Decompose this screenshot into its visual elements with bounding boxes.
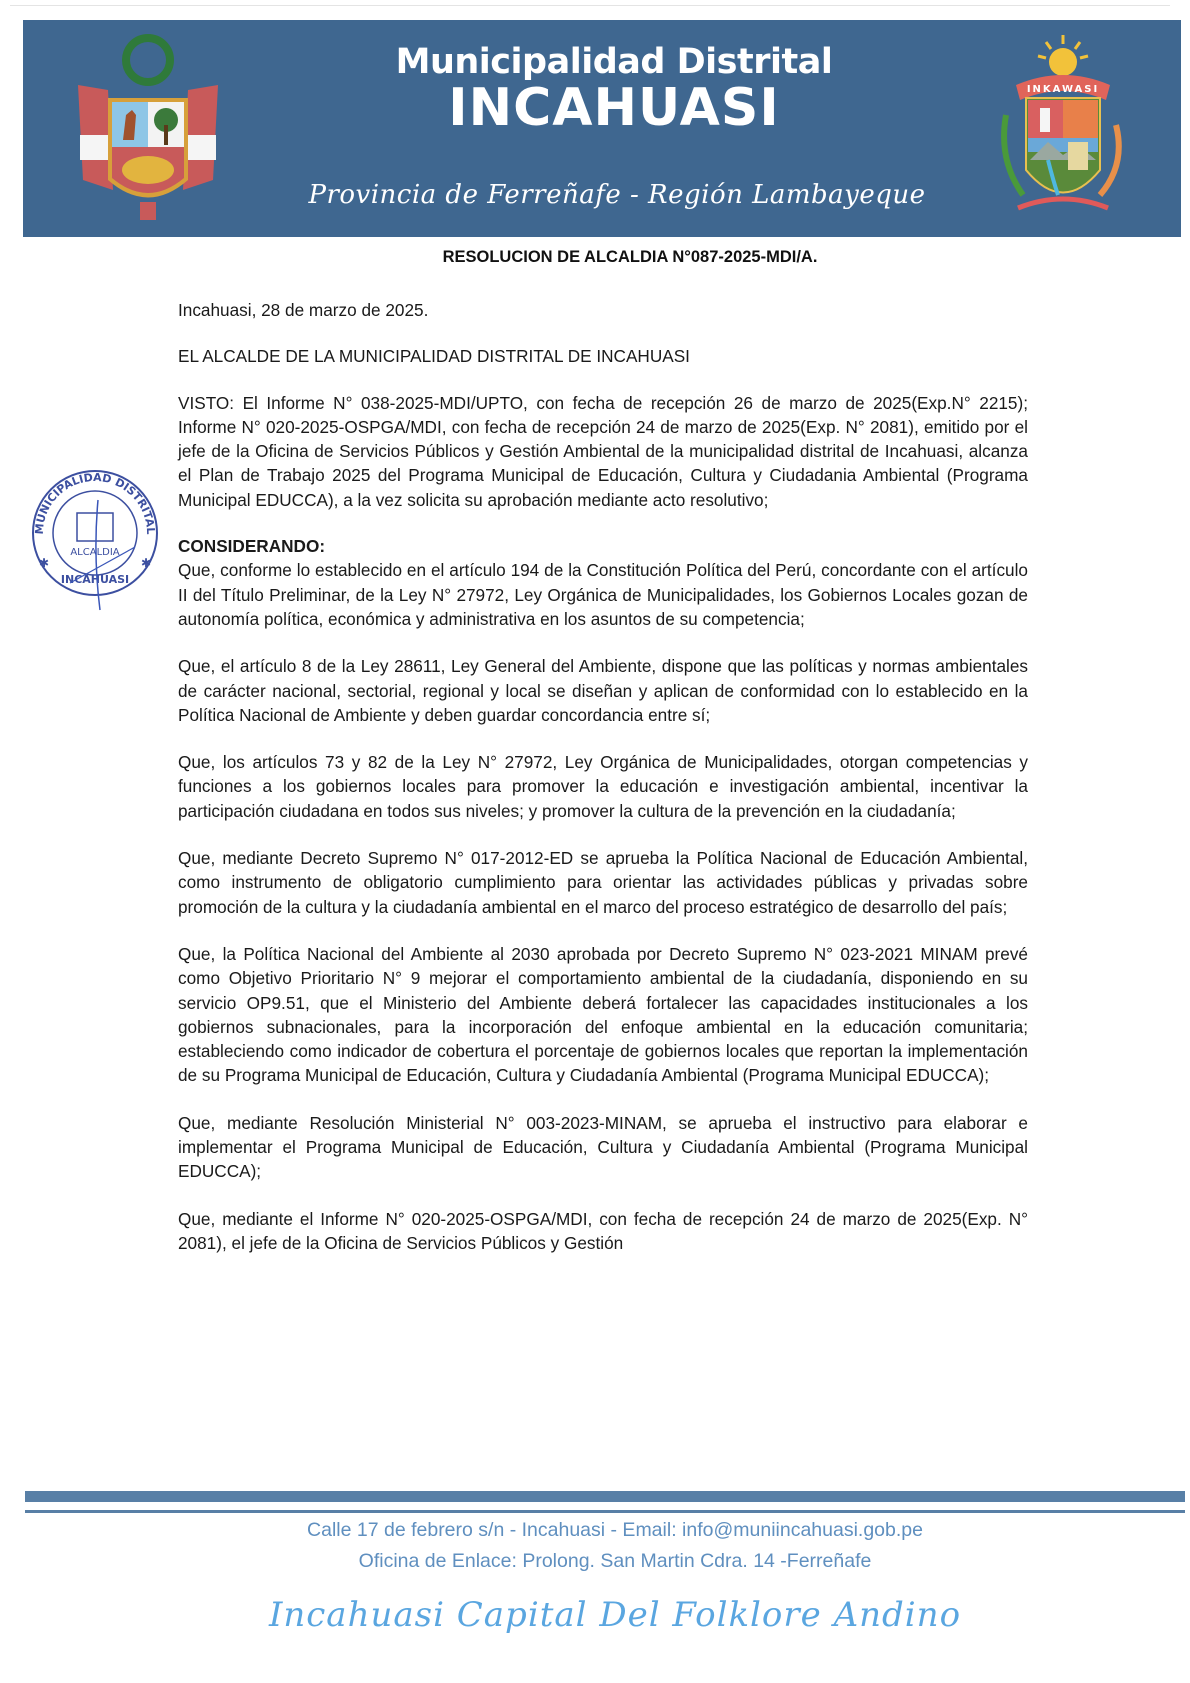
considerando-paragraph: Que, mediante el Informe N° 020-2025-OSPGA/MDI, con fecha de recepción 24 de marzo de 2025(Exp. N° 2081), el jefe de la Oficina de Servicios Públicos y Gestión (178, 1208, 1028, 1253)
district-name: INCAHUASI (448, 78, 780, 138)
authority-line: EL ALCALDE DE LA MUNICIPALIDAD DISTRITAL DE INCAHUASI (178, 346, 690, 367)
seal-top-text: MUNICIPALIDAD DISTRITAL (32, 470, 158, 535)
footer-slogan: Incahuasi Capital Del Folklore Andino (268, 1595, 962, 1635)
scan-edge-line (10, 5, 1170, 6)
footer-separator-thick (25, 1491, 1185, 1502)
document-body (178, 298, 1028, 1278)
considerando-paragraph: Que, la Política Nacional del Ambiente al 2030 aprobada por Decreto Supremo N° 023-2021 MINAM prevé como Objetivo Prioritario N° 9 mejorar el comportamiento ambiental de la ciudadanía, disponiendo en su servicio OP9.51, que el Ministerio del Ambiente deberá fortalecer las capacidades institucionales a los gobiernos subnacionales, para la incorporación del enfoque ambiental en la educación comunitaria; estableciendo como indicador de cobertura el porcentaje de gobiernos locales que reportan la implementación de su Programa Municipal de Educación, Cultura y Ciudadanía Ambiental (Programa Municipal EDUCCA); (178, 943, 1028, 1086)
seal-center-text: ALCALDIA (70, 547, 120, 558)
considerando-paragraph: Que, conforme lo establecido en el artículo 194 de la Constitución Política del Perú, concordante con el artículo II del Título Preliminar, de la Ley N° 27972, Ley Orgánica de Municipalidades, los Gobiernos Locales gozan de autonomía política, económica y administrativa en los asuntos de su competencia; (178, 560, 1028, 629)
footer-liaison-office: Oficina de Enlace: Prolong. San Martin Cdra. 14 -Ferreñafe (358, 1550, 872, 1572)
letterhead-banner (23, 20, 1181, 237)
official-seal-stamp (25, 455, 165, 615)
considerando-paragraph: Que, mediante Resolución Ministerial N° 003-2023-MINAM, se aprueba el instructivo para elaborar e implementar el Programa Municipal de Educación, Cultura y Ciudadanía Ambiental (Programa Municipal EDUCCA); (178, 1112, 1028, 1182)
seal-bottom-text: INCAHUASI (60, 573, 130, 586)
seal-star-right-icon: ✱ (141, 556, 152, 570)
visto-paragraph: VISTO: El Informe N° 038-2025-MDI/UPTO, con fecha de recepción 26 de marzo de 2025(Exp.N° 2215); Informe N° 020-2025-OSPGA/MDI, con fecha de recepción 24 de marzo de 2025(Exp. N° 2081), emitido por el jefe de la Oficina de Servicios Públicos y Gestión Ambiental de la municipalidad distrital de Incahuasi, alcanza el Plan de Trabajo 2025 del Programa Municipal de Educación, Cultura y Ciudadania Ambiental (Programa Municipal EDUCCA), a la vez solicita su aprobación mediante acto resolutivo; (178, 392, 1028, 510)
seal-star-left-icon: ✱ (39, 556, 50, 570)
footer-address: Calle 17 de febrero s/n - Incahuasi - Email: info@muniincahuasi.gob.pe (307, 1519, 923, 1541)
considerando-paragraph: Que, el artículo 8 de la Ley 28611, Ley General del Ambiente, dispone que las políticas y normas ambientales de carácter nacional, sectorial, regional y local se diseñan y aplican de conformidad con lo establecido en la Política Nacional de Ambiente y deben guardar concordancia entre sí; (178, 656, 1028, 725)
province-region: Provincia de Ferreñafe - Región Lambayeque (308, 180, 926, 210)
crest-label: INKAWASI (1026, 84, 1100, 95)
municipality-name: Municipalidad Distrital (395, 42, 833, 82)
date-line: Incahuasi, 28 de marzo de 2025. (178, 300, 429, 320)
incahuasi-coat-of-arms-icon (988, 30, 1138, 225)
considerando-paragraph: Que, los artículos 73 y 82 de la Ley N° 27972, Ley Orgánica de Municipalidades, otorgan competencias y funciones a los gobiernos locales para promover la educación e investigación ambiental, incentivar la participación ciudadana en todos sus niveles; y promover la cultura de la prevención en la ciudadanía; (178, 752, 1028, 821)
considerando-heading: CONSIDERANDO: (178, 536, 326, 557)
resolution-title: RESOLUCION DE ALCALDIA N°087-2025-MDI/A. (442, 248, 818, 266)
footer-separator-thin (25, 1510, 1185, 1513)
considerando-paragraph: Que, mediante Decreto Supremo N° 017-2012-ED se aprueba la Política Nacional de Educación Ambiental, como instrumento de obligatorio cumplimiento para orientar las actividades públicas y privadas sobre promoción de la cultura y la ciudadanía ambiental en el marco del proceso estratégico de desarrollo del país; (178, 848, 1028, 917)
